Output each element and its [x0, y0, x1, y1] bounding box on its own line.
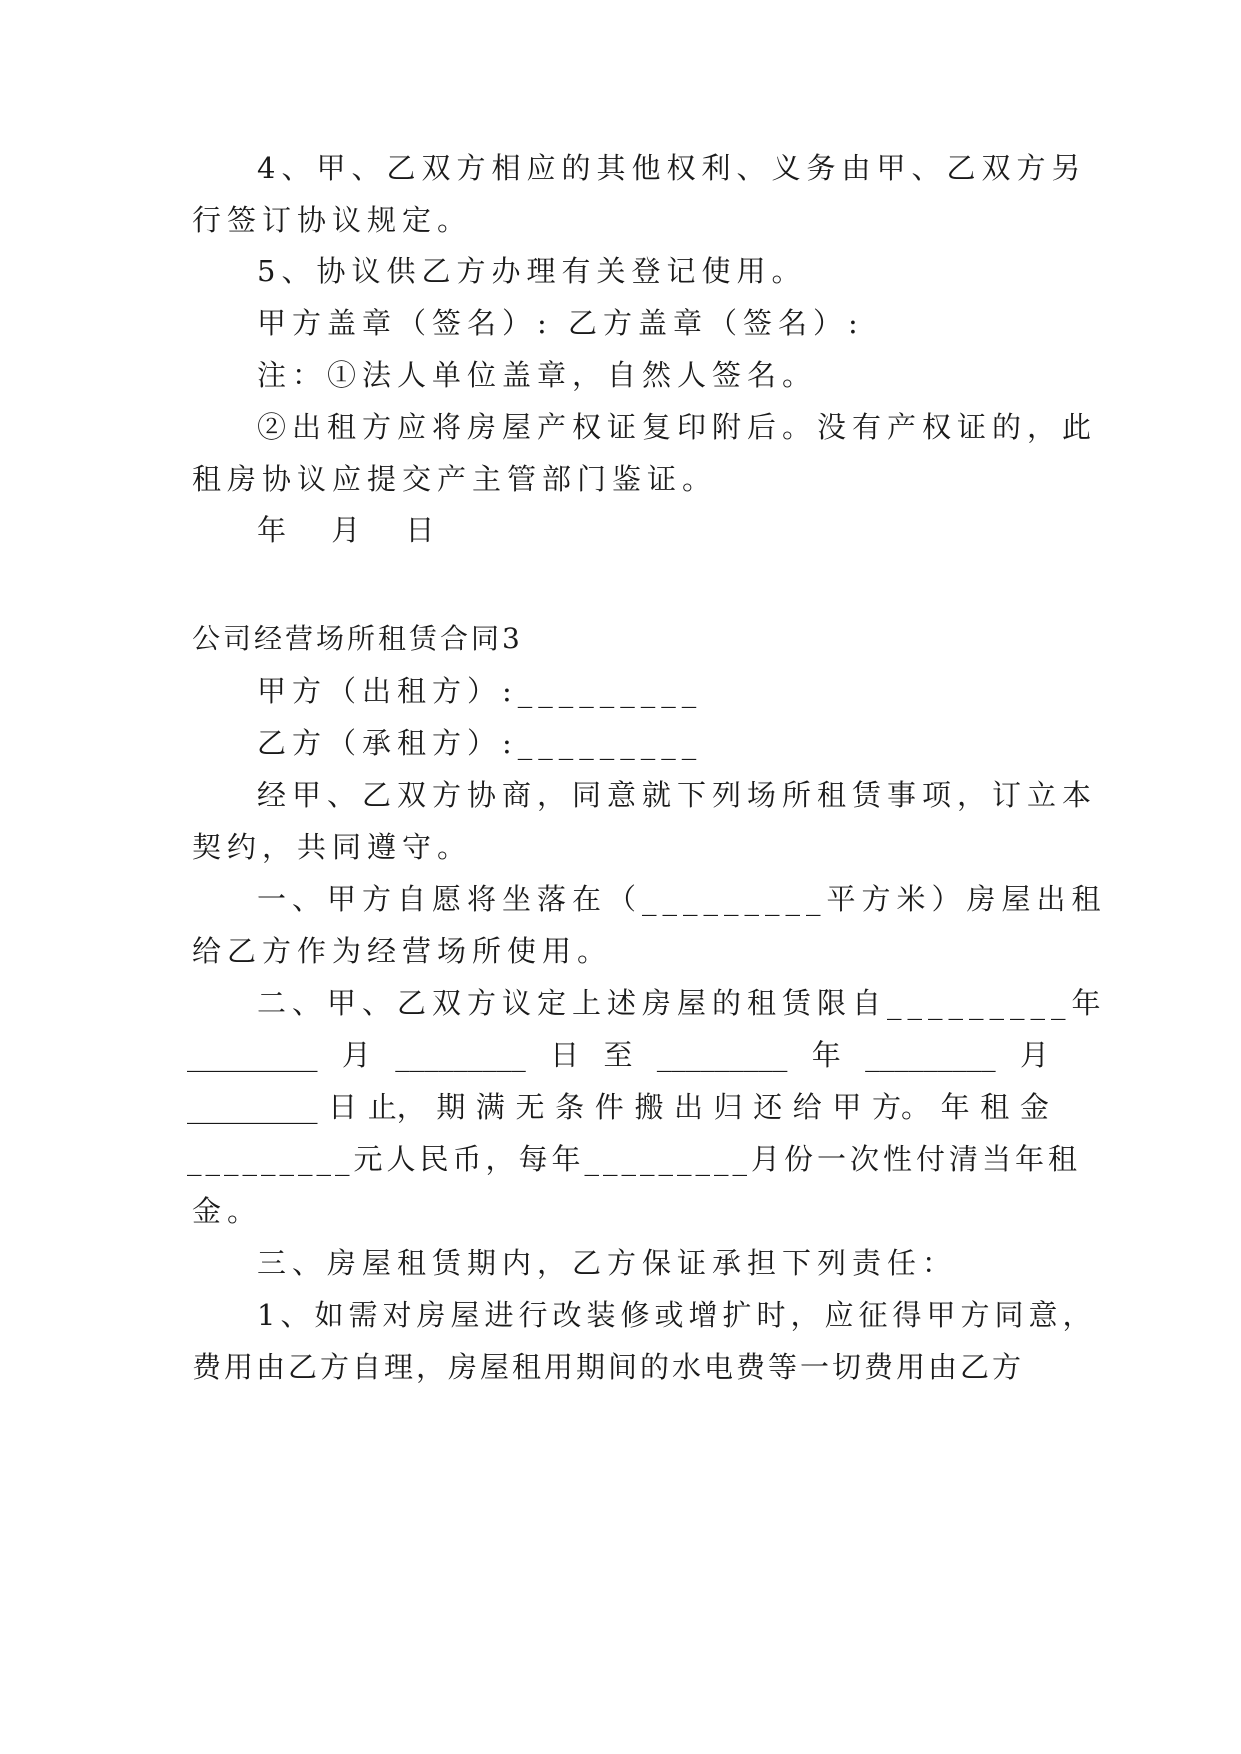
note-2-line-2: 租房协议应提交产主管部门鉴证。 — [192, 462, 718, 496]
contract-title: 公司经营场所租赁合同3 — [192, 622, 523, 655]
blank-field: _________ — [187, 1038, 318, 1072]
date-line: 年 月 日 — [257, 513, 453, 547]
text-segment: 还 — [753, 1090, 783, 1124]
clause-3-1-line-2: 费用由乙方自理，房屋租用期间的水电费等一切费用由乙方 — [192, 1350, 1025, 1384]
text-segment: 金 — [1019, 1090, 1049, 1124]
text-segment: 无 — [515, 1090, 545, 1124]
intro-line-2: 契约，共同遵守。 — [192, 830, 473, 864]
text-segment: 甲 — [832, 1090, 862, 1124]
note-1: 注：①法人单位盖章，自然人签名。 — [257, 358, 818, 392]
party-a: 甲方（出租方）:_________ — [257, 674, 703, 708]
text-segment: 方。 — [872, 1090, 931, 1124]
clause-2-line-3 — [187, 1087, 1049, 1127]
paragraph-5: 5、协议供乙方办理有关登记使用。 — [257, 254, 807, 288]
text-segment: 年 — [811, 1038, 841, 1072]
blank-field: _________ — [656, 1038, 788, 1072]
text-segment: 满 — [475, 1090, 505, 1124]
blank-field: _________ — [865, 1038, 996, 1072]
clause-2-line-2 — [187, 1035, 1049, 1075]
text-segment: 止， — [367, 1090, 426, 1124]
paragraph-4-line-2: 行签订协议规定。 — [192, 203, 473, 237]
clause-2-line-1: 二、甲、乙双方议定上述房屋的租赁限自_________年 — [257, 986, 1107, 1020]
text-segment: 出 — [673, 1090, 703, 1124]
text-segment: 搬 — [634, 1090, 664, 1124]
text-segment: 租 — [980, 1090, 1010, 1124]
blank-field: _________ — [395, 1038, 526, 1072]
text-segment: 年 — [940, 1090, 970, 1124]
note-2-line-1: ②出租方应将房屋产权证复印附后。没有产权证的，此 — [257, 410, 1098, 444]
text-segment: 给 — [792, 1090, 822, 1124]
clause-1-line-2: 给乙方作为经营场所使用。 — [192, 934, 613, 968]
party-b: 乙方（承租方）:_________ — [257, 726, 703, 760]
signature-line: 甲方盖章（签名）: 乙方盖章（签名）: — [257, 306, 864, 340]
clause-1-line-1: 一、甲方自愿将坐落在（_________平方米）房屋出租 — [257, 882, 1107, 916]
text-segment: 日 — [328, 1090, 358, 1124]
clause-3-1-line-1: 1、如需对房屋进行改装修或增扩时，应征得甲方同意， — [257, 1298, 1097, 1332]
clause-3: 三、房屋租赁期内，乙方保证承担下列责任： — [257, 1246, 958, 1280]
text-segment: 月 — [341, 1038, 371, 1072]
text-segment: 件 — [594, 1090, 624, 1124]
text-segment: 期 — [436, 1090, 466, 1124]
intro-line-1: 经甲、乙双方协商，同意就下列场所租赁事项，订立本 — [257, 778, 1098, 812]
paragraph-4-line-1: 4、甲、乙双方相应的其他权利、义务由甲、乙双方另 — [257, 151, 1087, 185]
text-segment: 归 — [713, 1090, 743, 1124]
text-segment: 条 — [555, 1090, 585, 1124]
clause-2-line-4: _________元人民币，每年_________月份一次性付清当年租 — [187, 1142, 1082, 1176]
clause-2-line-5: 金。 — [192, 1194, 263, 1228]
text-segment: 至 — [603, 1038, 633, 1072]
text-segment: 月 — [1019, 1038, 1049, 1072]
blank-field: _________ — [187, 1090, 318, 1124]
text-segment: 日 — [550, 1038, 580, 1072]
